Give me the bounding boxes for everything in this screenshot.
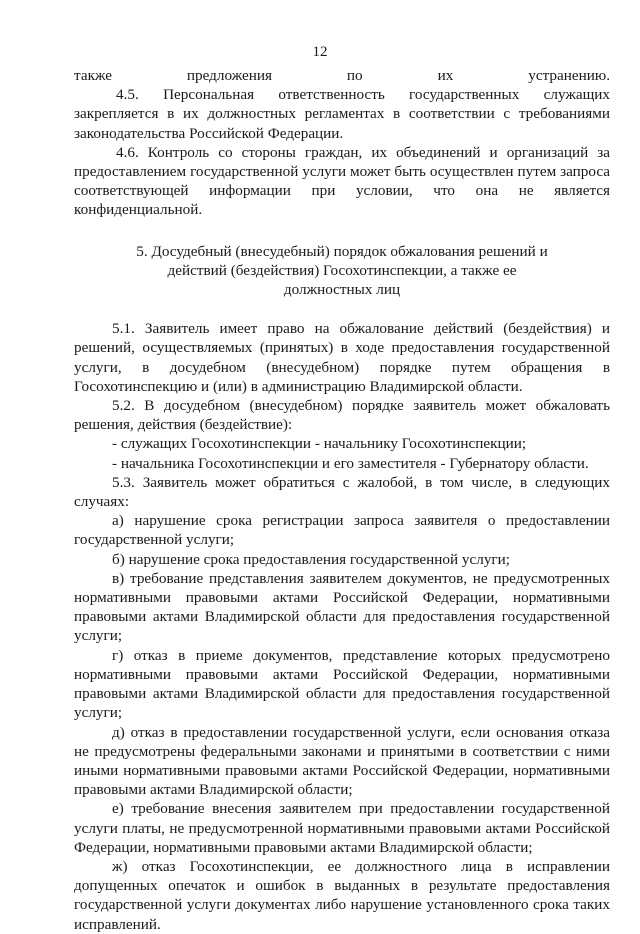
case-a: а) нарушение срока регистрации запроса заявителя о предоставлении государственной услуги; [74, 512, 610, 549]
case-b: б) нарушение срока предоставления государственной услуги; [112, 550, 510, 568]
document-body [74, 66, 610, 934]
case-g: г) отказ в приеме документов, представление которых предусмотрено нормативными правовыми актами Российской Федерации, нормативными правовыми актами Владимирской области для предоставления государственной услуги; [74, 646, 610, 722]
paragraph-5-3: 5.3. Заявитель может обратиться с жалобой, в том числе, в следующих случаях: [74, 473, 610, 511]
case-e: е) требование внесения заявителем при предоставлении государственной услуги платы, не предусмотренной нормативными правовыми актами Российской Федерации, нормативными правовыми актами Владимирской области; [74, 800, 610, 856]
page-number: 12 [312, 44, 328, 60]
case-d: д) отказ в предоставлении государственной услуги, если основания отказа не предусмотрены федеральными законами и принятыми в соответствии с ними иными нормативными правовыми актами Российской Федерации, нормативными правовыми актами Владимирской области; [74, 723, 610, 799]
paragraph-continuation: также предложения по их устранению. [74, 67, 610, 84]
list-item-servants: - служащих Госохотинспекции - начальнику Госохотинспекции; [112, 435, 527, 453]
paragraph-4-6: 4.6. Контроль со стороны граждан, их объединений и организаций за предоставлением государственной услуги может быть осуществлен путем запроса соответствующей информации при условии, что она не является конфиденциальной. [74, 143, 610, 219]
paragraph-5-2: 5.2. В досудебном (внесудебном) порядке заявитель может обжаловать решения, действия (бездействие): [74, 397, 610, 434]
paragraph-4-5: 4.5. Персональная ответственность государственных служащих закрепляется в их должностных регламентах в соответствии с требованиями законодательства Российской Федерации. [74, 86, 610, 142]
case-v: в) требование представления заявителем документов, не предусмотренных нормативными правовыми актами Российской Федерации, нормативными правовыми актами Владимирской области для предоставления государственной услуги; [74, 569, 610, 645]
section-heading: 5. Досудебный (внесудебный) порядок обжалования решений и действий (бездействия) Госохотинспекции, а также ее должностных лиц [136, 242, 548, 299]
case-zh: ж) отказ Госохотинспекции, ее должностного лица в исправлении допущенных опечаток и ошибок в выданных в результате предоставления государственной услуги документах либо нарушение установленного срока таких исправлений. [74, 857, 610, 933]
paragraph-5-1: 5.1. Заявитель имеет право на обжалование действий (бездействия) и решений, осуществляемых (принятых) в ходе предоставления государственной услуги, в досудебном (внесудебном) порядке путем обращения в Госохотинспекцию и (или) в администрацию Владимирской области. [74, 320, 610, 395]
list-item-head: - начальника Госохотинспекции и его заместителя - Губернатору области. [112, 454, 589, 472]
